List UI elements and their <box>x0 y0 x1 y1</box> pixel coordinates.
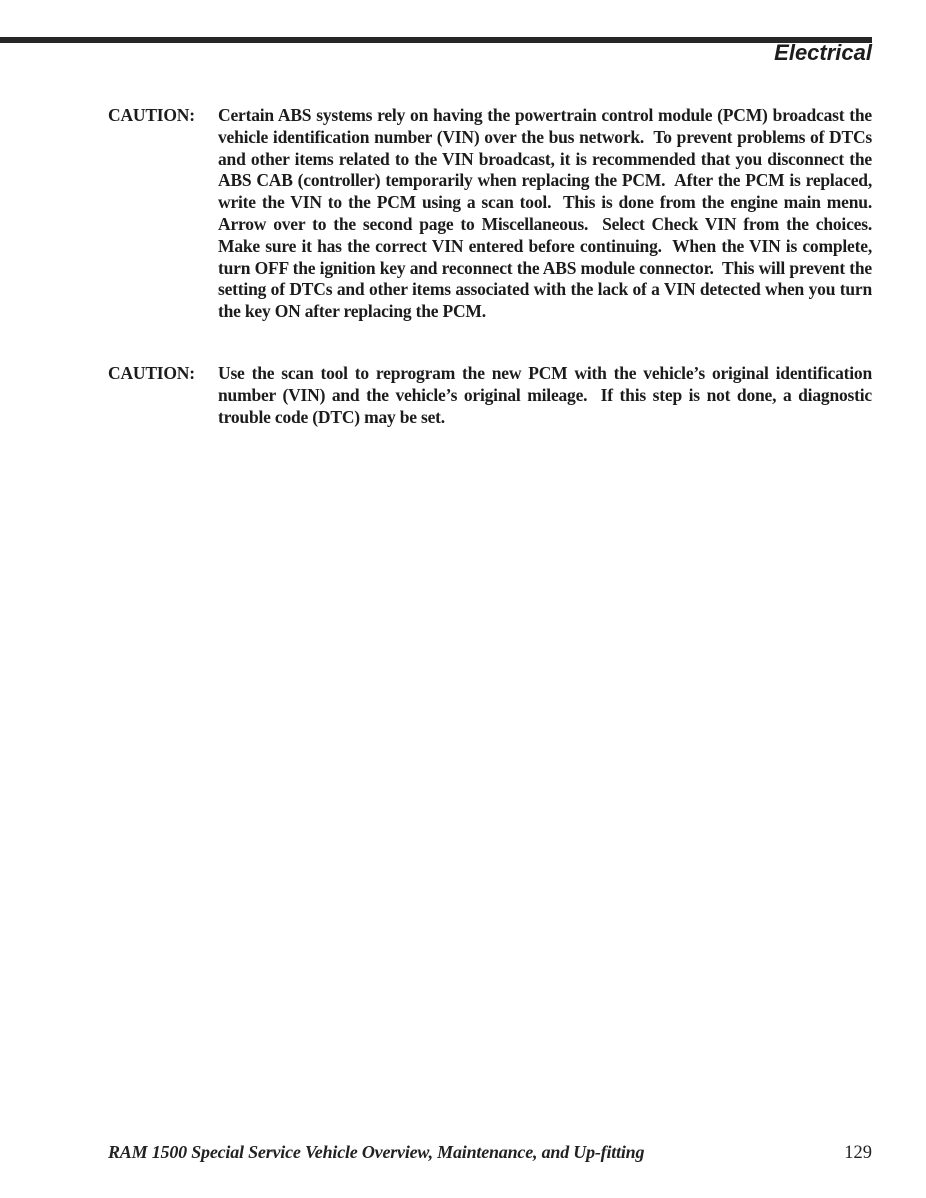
caution-label: CAUTION: <box>108 362 195 383</box>
caution-block <box>108 105 881 323</box>
caution-label: CAUTION: <box>108 105 195 125</box>
footer-page-number: 129 <box>844 1143 872 1163</box>
page-content <box>108 105 881 428</box>
footer-doc-title: RAM 1500 Special Service Vehicle Overview, Maintenance, and Up-fitting <box>108 1142 645 1162</box>
page-footer <box>108 1141 872 1164</box>
caution-text: Certain ABS systems rely on having the powertrain control module (PCM) broadcast the vehicle identification number (VIN) over the bus network. To prevent problems of DTCs and other items related to the VIN broadcast, it is recommended that you disconnect the ABS CAB (controller) temporarily when replacing the PCM. After the PCM is replaced, write the VIN to the PCM using a scan tool. This is done from the engine main menu. Arrow over to the second page to Miscellaneous. Select Check VIN from the choices. Make sure it has the correct VIN entered before continuing. When the VIN is complete, turn OFF the ignition key and reconnect the ABS module connector. This will prevent the setting of DTCs and other items associated with the lack of a VIN detected when you turn the key ON after replacing the PCM. <box>218 105 881 322</box>
page-header-title: Electrical <box>774 40 872 65</box>
header-rule <box>0 37 872 43</box>
caution-block <box>108 362 877 428</box>
caution-text: Use the scan tool to reprogram the new PCM with the vehicle’s original identification number (VIN) and the vehicle’s original mileage. If this step is not done, a diagnostic trouble code (DTC) may be set. <box>218 362 877 427</box>
